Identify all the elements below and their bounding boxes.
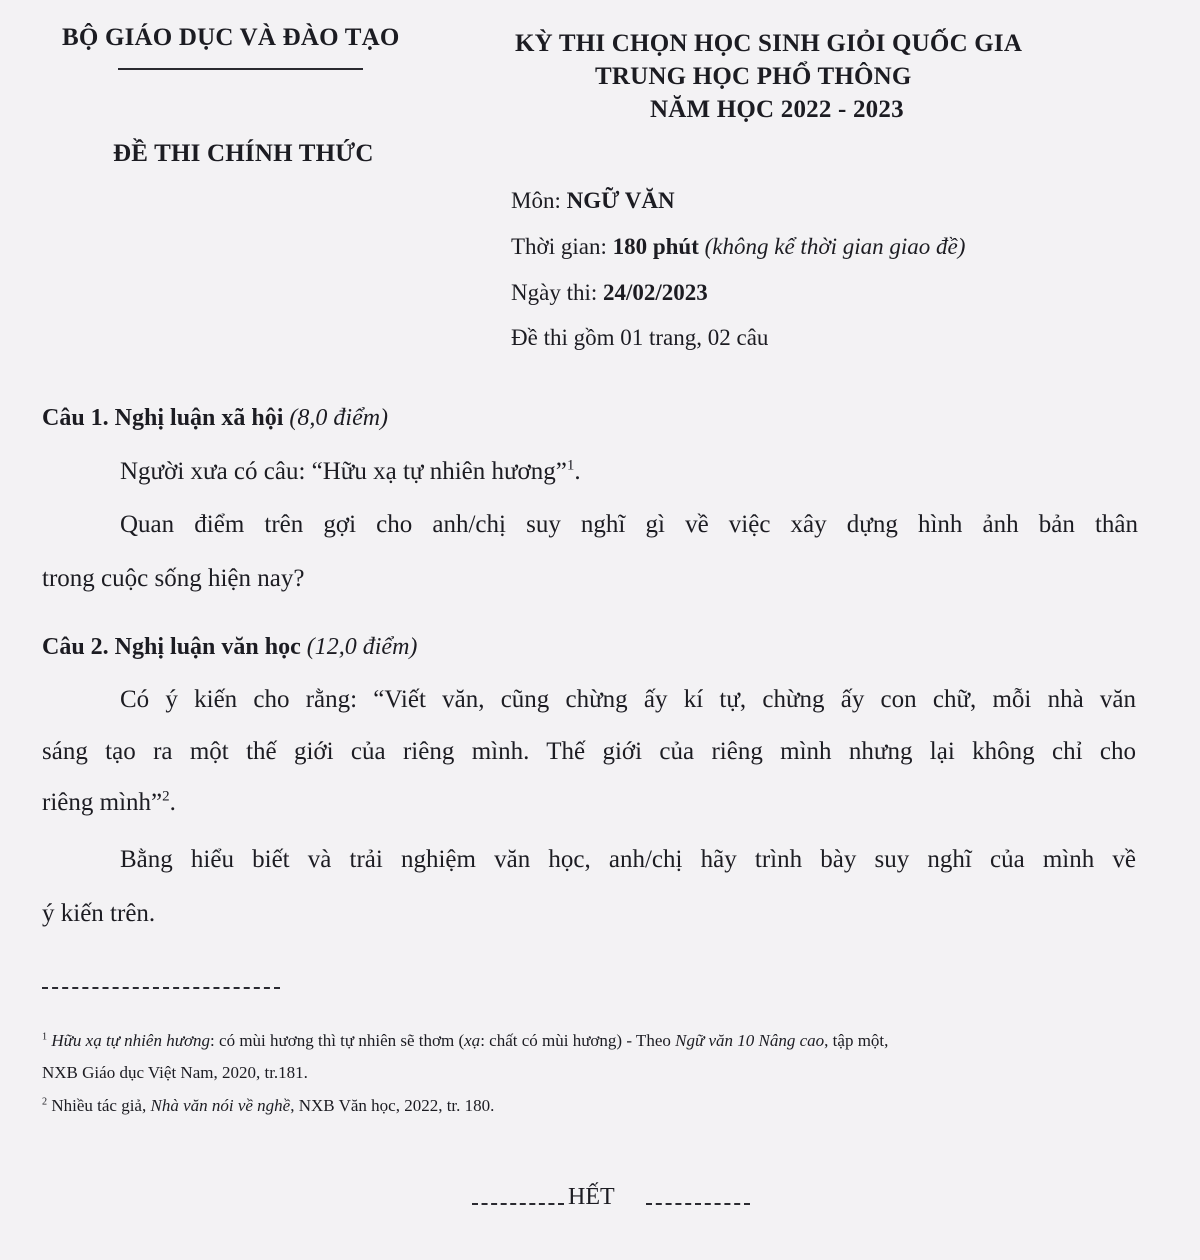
q1-paragraph-line1: Quan điểm trên gợi cho anh/chị suy nghĩ gì về việc xây dựng hình ảnh bản thân xyxy=(120,511,1138,538)
footnote-1-line1 xyxy=(42,1031,888,1051)
q2-paragraph-line3 xyxy=(42,789,176,817)
ministry-underline xyxy=(118,68,363,70)
footnote-separator xyxy=(42,987,280,989)
exam-title-line2: TRUNG HỌC PHỔ THÔNG xyxy=(595,63,912,90)
footnote-1-text-c: , tập một, xyxy=(824,1031,889,1050)
time-line xyxy=(511,234,965,260)
q1-quote-line xyxy=(120,458,581,486)
q1-paragraph-line2: trong cuộc sống hiện nay? xyxy=(42,565,305,592)
q2-quote-end: . xyxy=(169,789,176,816)
footnote-2-book: Nhà văn nói về nghề xyxy=(150,1096,291,1115)
footnote-1-text-b: : chất có mùi hương) - Theo xyxy=(480,1031,676,1050)
q2-title: Câu 2. Nghị luận văn học xyxy=(42,634,301,660)
date-value: 24/02/2023 xyxy=(603,280,708,305)
subject-line xyxy=(511,188,675,214)
footnote-1-book: Ngữ văn 10 Nâng cao xyxy=(675,1031,825,1050)
end-dash-right xyxy=(646,1203,750,1205)
q2-paragraph-line2: sáng tạo ra một thế giới của riêng mình. Thế giới của riêng mình nhưng lại không chỉ cho xyxy=(42,738,1136,765)
footnote-2-text-b: , NXB Văn học, 2022, tr. 180. xyxy=(290,1096,495,1115)
footnote-2-number: 2 xyxy=(42,1096,48,1108)
ministry-name: BỘ GIÁO DỤC VÀ ĐÀO TẠO xyxy=(62,24,400,51)
q1-title: Câu 1. Nghị luận xã hội xyxy=(42,405,284,431)
footnote-1-xa: xạ xyxy=(464,1031,481,1050)
q2-heading xyxy=(42,634,417,661)
footnote-1-number: 1 xyxy=(42,1031,48,1043)
q2-paragraph-line5: ý kiến trên. xyxy=(42,900,156,927)
time-value: 180 phút xyxy=(612,234,699,259)
q1-quote-text: Người xưa có câu: “Hữu xạ tự nhiên hương” xyxy=(120,458,567,485)
subject-label: Môn: xyxy=(511,188,567,213)
q1-footnote-ref: 1 xyxy=(566,457,575,474)
q1-quote-end: . xyxy=(574,458,581,485)
footnote-1-text-a: : có mùi hương thì tự nhiên sẽ thơm ( xyxy=(210,1031,465,1050)
exam-title-line1: KỲ THI CHỌN HỌC SINH GIỎI QUỐC GIA xyxy=(515,30,1023,57)
q2-paragraph-line4: Bằng hiểu biết và trải nghiệm văn học, anh/chị hãy trình bày suy nghĩ của mình về xyxy=(120,846,1136,873)
end-dash-left xyxy=(472,1203,564,1205)
date-line xyxy=(511,280,708,306)
subject-value: NGỮ VĂN xyxy=(566,188,675,213)
footnote-2-text-a: Nhiều tác giả, xyxy=(51,1096,151,1115)
time-note: (không kể thời gian giao đề) xyxy=(704,234,966,259)
q2-footnote-ref: 2 xyxy=(162,788,170,805)
exam-title-line3: NĂM HỌC 2022 - 2023 xyxy=(650,96,904,123)
date-label: Ngày thi: xyxy=(511,280,603,305)
pages-line: Đề thi gồm 01 trang, 02 câu xyxy=(511,325,769,350)
q1-heading xyxy=(42,405,388,432)
footnote-1-line2: NXB Giáo dục Việt Nam, 2020, tr.181. xyxy=(42,1063,308,1082)
q1-points: (8,0 điểm) xyxy=(289,405,389,431)
q2-paragraph-line1: Có ý kiến cho rằng: “Viết văn, cũng chừng ấy kí tự, chừng ấy con chữ, mỗi nhà văn xyxy=(120,686,1136,713)
official-label: ĐỀ THI CHÍNH THỨC xyxy=(113,140,374,167)
footnote-1-term: Hữu xạ tự nhiên hương xyxy=(51,1031,211,1050)
footnote-2 xyxy=(42,1096,494,1116)
q2-quote-end-text: riêng mình” xyxy=(42,789,163,816)
time-label: Thời gian: xyxy=(511,234,613,259)
end-mark: HẾT xyxy=(568,1184,615,1210)
q2-points: (12,0 điểm) xyxy=(306,634,418,660)
